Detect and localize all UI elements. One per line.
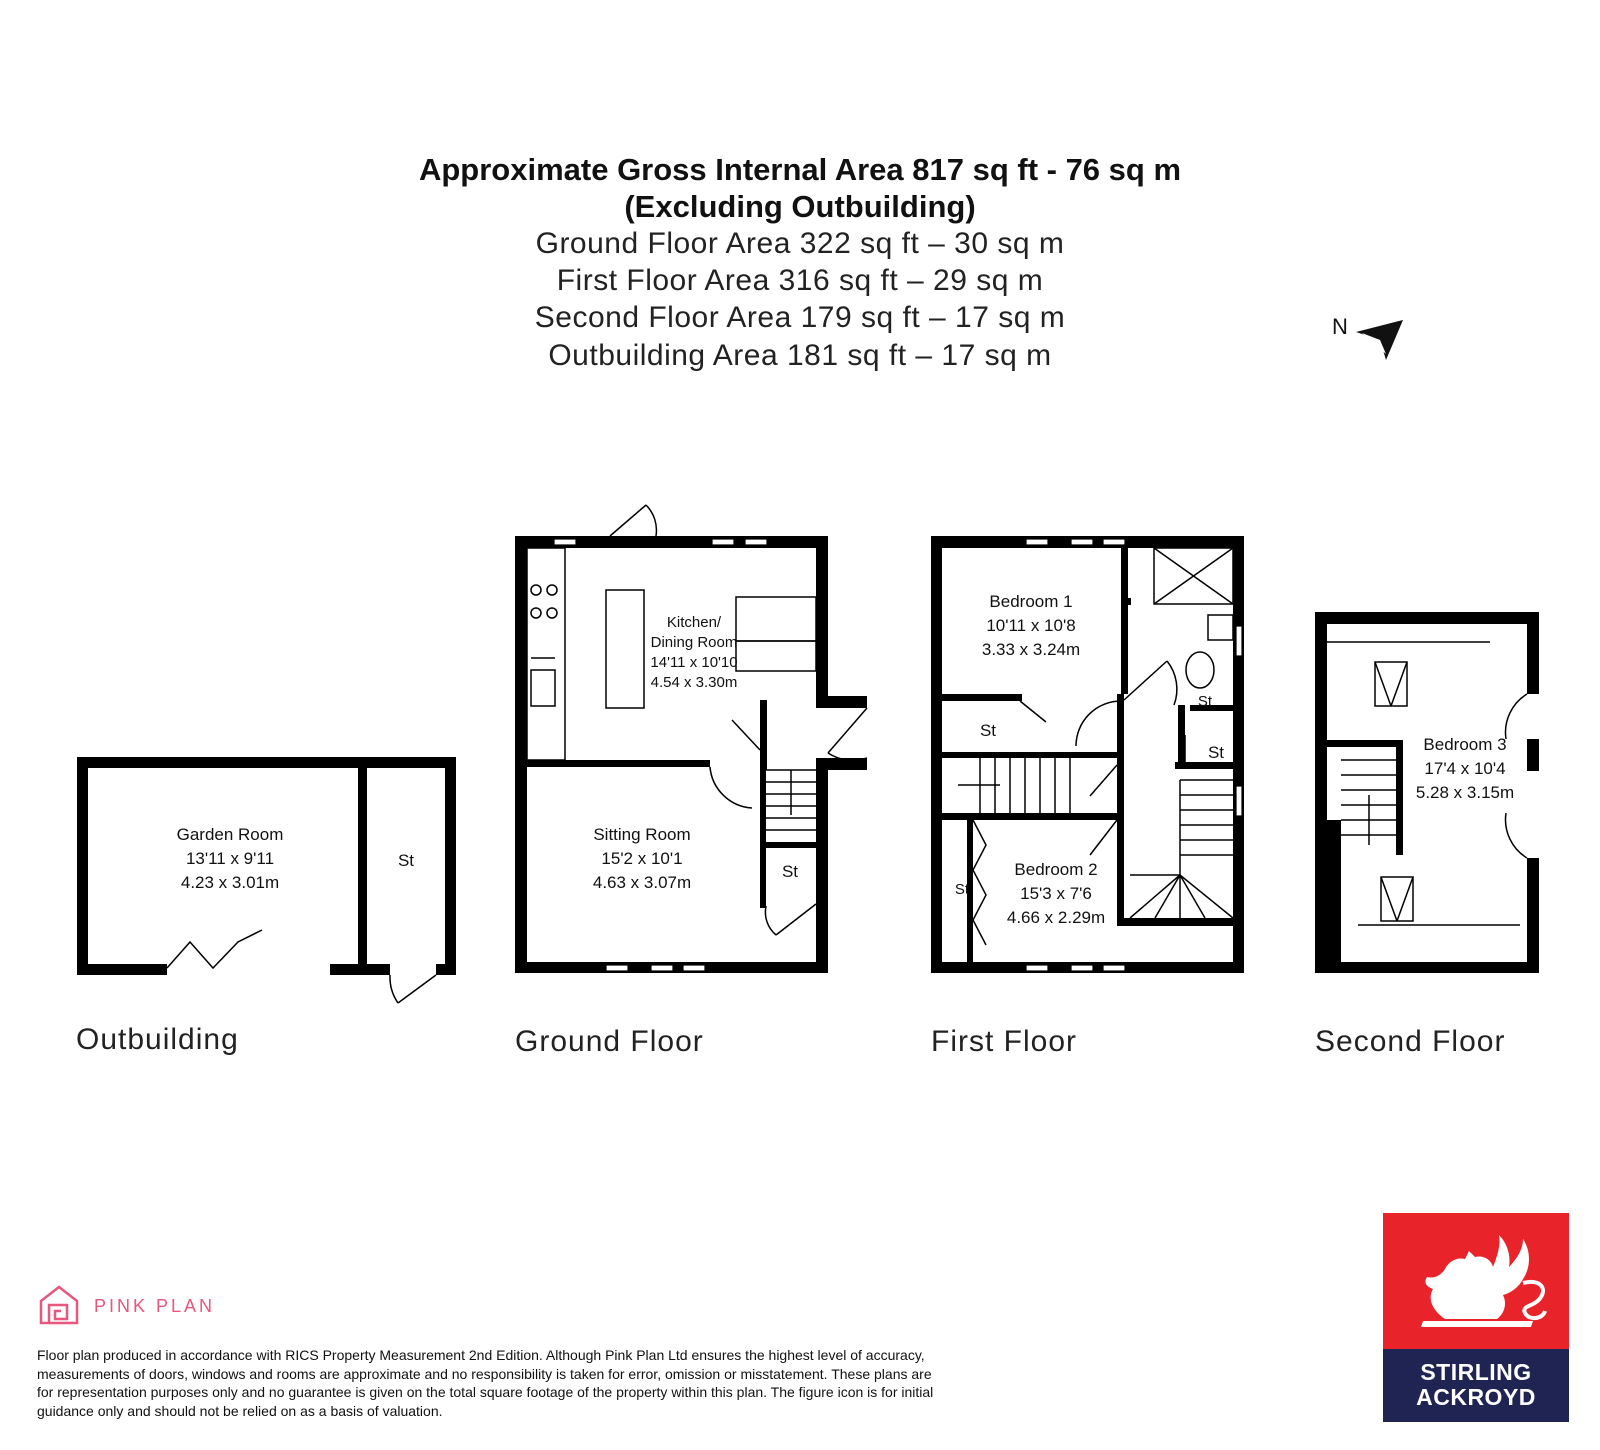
- first-store-c-label: St: [1207, 743, 1225, 762]
- bedroom1-imperial: 10'11 x 10'8: [986, 616, 1076, 635]
- outbuilding-label: Outbuilding: [76, 1023, 239, 1056]
- kitchen-name-2: Dining Room: [650, 634, 738, 651]
- agent-name-line1: STIRLING: [1420, 1359, 1532, 1385]
- ground-floor-label: Ground Floor: [515, 1025, 704, 1058]
- garden-room-name: Garden Room: [176, 825, 284, 844]
- outbuilding-store-label: St: [397, 851, 415, 870]
- agent-wordmark: [1383, 1349, 1569, 1422]
- griffin-emblem: [1383, 1213, 1569, 1349]
- sitting-room-metric: 4.63 x 3.07m: [592, 873, 692, 892]
- ground-store-label: St: [781, 862, 799, 881]
- garden-room-imperial: 13'11 x 9'11: [185, 849, 275, 868]
- bedroom2-metric: 4.66 x 2.29m: [1006, 908, 1106, 927]
- bedroom3-metric: 5.28 x 3.15m: [1415, 783, 1515, 802]
- griffin-icon: [1383, 1213, 1569, 1349]
- second-floor-area: Second Floor Area 179 sq ft – 17 sq m: [534, 301, 1066, 334]
- first-store-b-label: St: [1197, 693, 1213, 710]
- bedroom1-name: Bedroom 1: [989, 592, 1073, 611]
- bedroom3-name: Bedroom 3: [1423, 735, 1507, 754]
- outbuilding-area: Outbuilding Area 181 sq ft – 17 sq m: [548, 339, 1052, 372]
- sitting-room-name: Sitting Room: [593, 825, 691, 844]
- first-store-a-label: St: [979, 721, 997, 740]
- bedroom3-imperial: 17'4 x 10'4: [1424, 759, 1506, 778]
- area-title: Approximate Gross Internal Area 817 sq ft - 76 sq m: [418, 152, 1182, 187]
- garden-room-metric: 4.23 x 3.01m: [180, 873, 280, 892]
- ground-floor-area: Ground Floor Area 322 sq ft – 30 sq m: [535, 227, 1065, 260]
- first-floor-area: First Floor Area 316 sq ft – 29 sq m: [556, 264, 1044, 297]
- bedroom2-name: Bedroom 2: [1014, 860, 1098, 879]
- first-store-d-label: St: [954, 881, 970, 898]
- area-subtitle: (Excluding Outbuilding): [624, 189, 976, 224]
- second-floor-label: Second Floor: [1315, 1025, 1506, 1058]
- first-floor-label: First Floor: [931, 1025, 1077, 1058]
- kitchen-metric: 4.54 x 3.30m: [650, 674, 738, 691]
- kitchen-name: Kitchen/: [666, 614, 722, 631]
- north-label: N: [1332, 316, 1348, 339]
- disclaimer-text: Floor plan produced in accordance with RICS Property Measurement 2nd Edition. Although Pink Plan Ltd ensures the highest level of accuracy, measurements of doors, windows and rooms are approximate and no responsibility is taken for error, omission or misstatement. These plans are for representation purposes only and no guarantee is given on the total square footage of the property within this plan. The figure icon is for initial guidance only and should not be relied on as a basis of valuation.: [37, 1347, 934, 1419]
- ground-floor-plan: [515, 505, 867, 973]
- bedroom1-metric: 3.33 x 3.24m: [981, 640, 1081, 659]
- kitchen-imperial: 14'11 x 10'10: [650, 654, 738, 671]
- agent-name-line2: ACKROYD: [1416, 1384, 1536, 1410]
- bedroom2-imperial: 15'3 x 7'6: [1020, 884, 1092, 903]
- stirling-ackroyd-logo: [1383, 1213, 1569, 1422]
- sitting-room-imperial: 15'2 x 10'1: [601, 849, 683, 868]
- pink-plan-logo-icon: [37, 1283, 81, 1327]
- pink-plan-wordmark: PINK PLAN: [94, 1296, 216, 1316]
